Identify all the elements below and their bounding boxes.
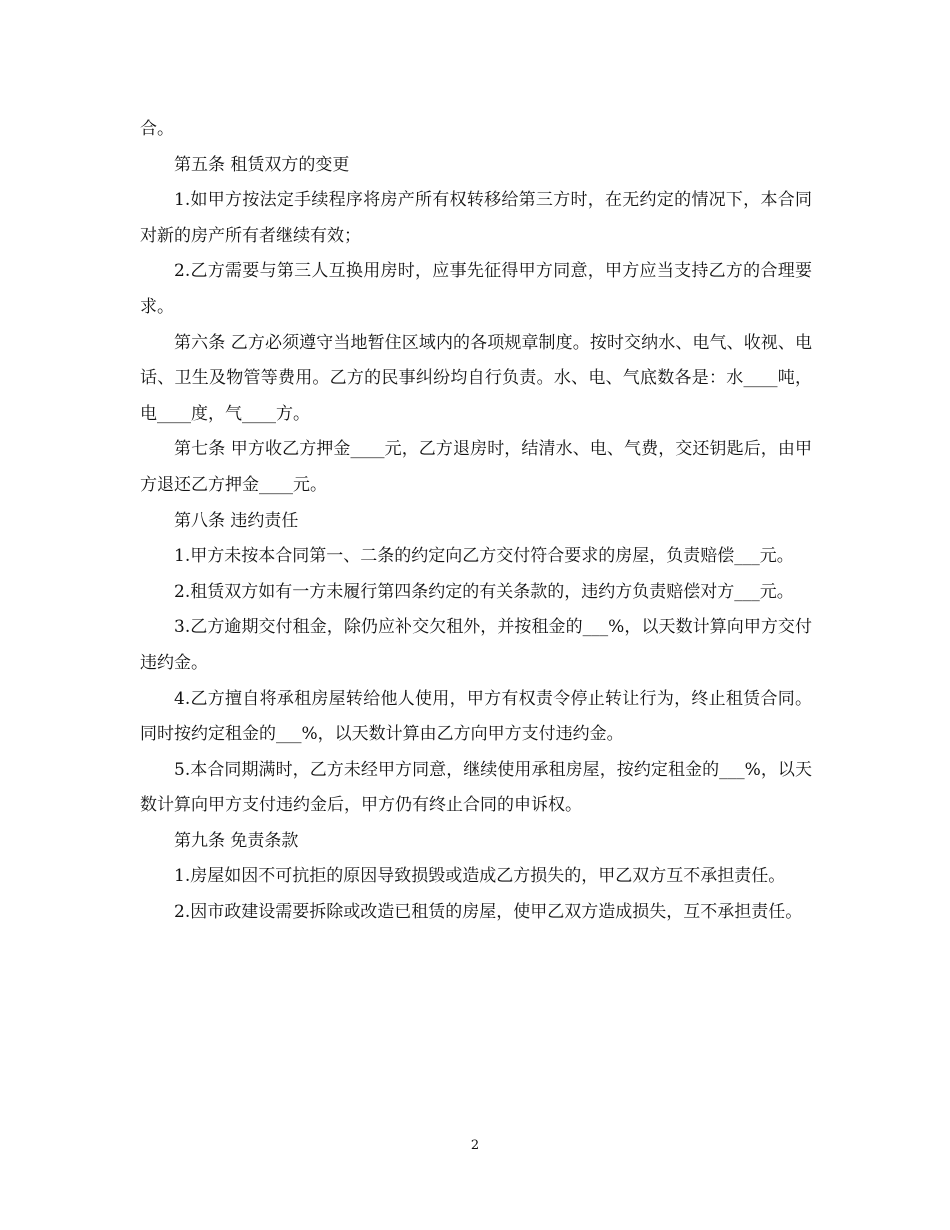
page-number: 2 (470, 1138, 480, 1153)
paragraph: 2.乙方需要与第三人互换用房时，应事先征得甲方同意，甲方应当支持乙方的合理要求。 (140, 261, 812, 317)
section-heading: 第五条 租赁双方的变更 (174, 154, 350, 175)
paragraph: 5.本合同期满时，乙方未经甲方同意，继续使用承租房屋，按约定租金的___%，以天数计算向甲方支付违约金后，甲方仍有终止合同的申诉权。 (140, 759, 812, 816)
paragraph: 4.乙方擅自将承租房屋转给他人使用，甲方有权责令停止转让行为，终止租赁合同。同时按约定租金的___%，以天数计算由乙方向甲方支付违约金。 (140, 688, 812, 745)
paragraph: 第六条 乙方必须遵守当地暂住区域内的各项规章制度。按时交纳水、电气、收视、电话、卫生及物管等费用。乙方的民事纠纷均自行负责。水、电、气底数各是：水____吨，电____度，气____方。 (140, 332, 812, 424)
paragraph: 2.因市政建设需要拆除或改造已租赁的房屋，使甲乙双方造成损失，互不承担责任。 (174, 902, 803, 923)
paragraph: 1.房屋如因不可抗拒的原因导致损毁或造成乙方损失的，甲乙双方互不承担责任。 (174, 866, 786, 887)
paragraph: 合。 (140, 119, 174, 139)
paragraph: 1.如甲方按法定手续程序将房产所有权转移给第三方时，在无约定的情况下，本合同对新的房产所有者继续有效； (140, 190, 812, 246)
paragraph: 2.租赁双方如有一方未履行第四条约定的有关条款的，违约方负责赔偿对方___元。 (174, 581, 794, 602)
section-heading: 第八条 违约责任 (174, 510, 299, 531)
section-heading: 第九条 免责条款 (174, 830, 299, 851)
paragraph: 第七条 甲方收乙方押金____元，乙方退房时，结清水、电、气费，交还钥匙后，由甲方退还乙方押金____元。 (140, 439, 812, 495)
paragraph: 3.乙方逾期交付租金，除仍应补交欠租外，并按租金的___%，以天数计算向甲方交付违约金。 (140, 617, 812, 673)
paragraph: 1.甲方未按本合同第一、二条的约定向乙方交付符合要求的房屋，负责赔偿___元。 (174, 546, 794, 567)
document-body (140, 112, 812, 931)
